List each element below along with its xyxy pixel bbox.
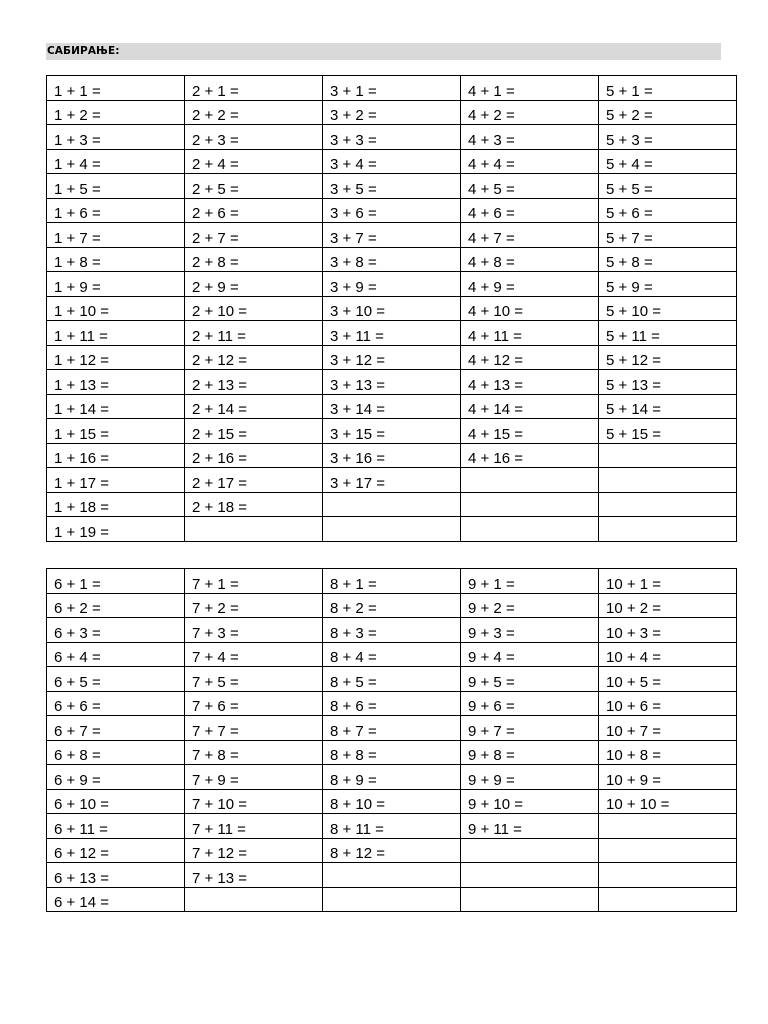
table-cell: 5 + 6 = — [599, 198, 737, 223]
addition-table-2 — [46, 568, 737, 912]
table-cell: 5 + 4 = — [599, 149, 737, 174]
table-cell: 2 + 12 = — [185, 345, 323, 370]
table-cell: 6 + 3 = — [47, 618, 185, 643]
table-cell: 10 + 2 = — [599, 593, 737, 618]
table-cell: 6 + 14 = — [47, 887, 185, 912]
table-cell: 5 + 1 = — [599, 76, 737, 101]
table-cell: 3 + 9 = — [323, 272, 461, 297]
table-cell: 3 + 14 = — [323, 394, 461, 419]
table-row — [47, 814, 737, 839]
table-row — [47, 887, 737, 912]
table-row — [47, 149, 737, 174]
table-cell: 2 + 15 = — [185, 419, 323, 444]
table-cell: 3 + 16 = — [323, 443, 461, 468]
table-cell: 7 + 12 = — [185, 838, 323, 863]
table-row — [47, 272, 737, 297]
table-cell: 2 + 2 = — [185, 100, 323, 125]
table-cell — [599, 492, 737, 517]
table-cell: 9 + 9 = — [461, 765, 599, 790]
table-row — [47, 321, 737, 346]
table-cell: 2 + 8 = — [185, 247, 323, 272]
table-row — [47, 691, 737, 716]
table-row — [47, 394, 737, 419]
table-cell: 8 + 6 = — [323, 691, 461, 716]
table-cell: 4 + 6 = — [461, 198, 599, 223]
table-cell: 6 + 5 = — [47, 667, 185, 692]
table-cell: 7 + 2 = — [185, 593, 323, 618]
table-cell: 3 + 15 = — [323, 419, 461, 444]
table-cell: 8 + 8 = — [323, 740, 461, 765]
table-cell: 1 + 10 = — [47, 296, 185, 321]
table-cell: 1 + 15 = — [47, 419, 185, 444]
table-cell: 1 + 12 = — [47, 345, 185, 370]
table-cell — [323, 517, 461, 542]
table-cell: 7 + 1 = — [185, 569, 323, 594]
table-cell: 8 + 10 = — [323, 789, 461, 814]
table-cell: 9 + 1 = — [461, 569, 599, 594]
table-cell: 1 + 8 = — [47, 247, 185, 272]
table-cell: 4 + 13 = — [461, 370, 599, 395]
table-row — [47, 569, 737, 594]
table-cell — [461, 468, 599, 493]
table-cell: 2 + 17 = — [185, 468, 323, 493]
table-cell: 10 + 1 = — [599, 569, 737, 594]
table-row — [47, 593, 737, 618]
table-cell: 6 + 6 = — [47, 691, 185, 716]
table-cell: 4 + 16 = — [461, 443, 599, 468]
table-cell: 9 + 3 = — [461, 618, 599, 643]
table-cell: 10 + 5 = — [599, 667, 737, 692]
table-cell: 5 + 14 = — [599, 394, 737, 419]
table-cell: 6 + 8 = — [47, 740, 185, 765]
table-cell: 1 + 1 = — [47, 76, 185, 101]
table-cell: 2 + 16 = — [185, 443, 323, 468]
table-cell: 10 + 6 = — [599, 691, 737, 716]
table-cell: 1 + 7 = — [47, 223, 185, 248]
table-cell: 3 + 13 = — [323, 370, 461, 395]
table-row — [47, 618, 737, 643]
table-cell: 9 + 11 = — [461, 814, 599, 839]
table-cell: 6 + 12 = — [47, 838, 185, 863]
table-row — [47, 740, 737, 765]
table-cell: 1 + 17 = — [47, 468, 185, 493]
table-cell: 6 + 4 = — [47, 642, 185, 667]
table-cell: 9 + 5 = — [461, 667, 599, 692]
table-cell: 5 + 2 = — [599, 100, 737, 125]
section-title: САБИРАЊЕ: — [47, 45, 120, 57]
table-cell — [461, 887, 599, 912]
table-cell: 2 + 13 = — [185, 370, 323, 395]
table-cell: 1 + 13 = — [47, 370, 185, 395]
table-cell — [599, 443, 737, 468]
table-cell: 3 + 10 = — [323, 296, 461, 321]
table-cell: 10 + 8 = — [599, 740, 737, 765]
section-title-bar — [46, 43, 721, 60]
table-cell: 3 + 5 = — [323, 174, 461, 199]
table-cell: 7 + 8 = — [185, 740, 323, 765]
table-cell: 2 + 4 = — [185, 149, 323, 174]
table-cell: 3 + 3 = — [323, 125, 461, 150]
table-cell — [185, 887, 323, 912]
table-cell: 4 + 10 = — [461, 296, 599, 321]
table-cell: 2 + 6 = — [185, 198, 323, 223]
table-cell: 2 + 7 = — [185, 223, 323, 248]
table-cell: 6 + 1 = — [47, 569, 185, 594]
table-cell: 4 + 8 = — [461, 247, 599, 272]
table-cell — [461, 838, 599, 863]
table-cell: 2 + 10 = — [185, 296, 323, 321]
table-cell: 1 + 6 = — [47, 198, 185, 223]
table-cell: 5 + 15 = — [599, 419, 737, 444]
table-row — [47, 345, 737, 370]
table-cell: 5 + 11 = — [599, 321, 737, 346]
table-cell: 3 + 6 = — [323, 198, 461, 223]
table-cell — [599, 517, 737, 542]
table-cell: 3 + 2 = — [323, 100, 461, 125]
table-row — [47, 198, 737, 223]
table-cell: 7 + 4 = — [185, 642, 323, 667]
table-cell: 1 + 9 = — [47, 272, 185, 297]
table-cell: 7 + 5 = — [185, 667, 323, 692]
table-cell — [323, 492, 461, 517]
table-cell: 6 + 10 = — [47, 789, 185, 814]
table-cell: 8 + 12 = — [323, 838, 461, 863]
table-cell: 2 + 5 = — [185, 174, 323, 199]
table-cell: 2 + 18 = — [185, 492, 323, 517]
table-cell: 8 + 3 = — [323, 618, 461, 643]
table-cell — [185, 517, 323, 542]
table-cell: 2 + 9 = — [185, 272, 323, 297]
table-row — [47, 296, 737, 321]
table-cell: 7 + 6 = — [185, 691, 323, 716]
table-cell — [599, 468, 737, 493]
table-cell: 1 + 16 = — [47, 443, 185, 468]
table-cell: 5 + 7 = — [599, 223, 737, 248]
table-cell: 1 + 14 = — [47, 394, 185, 419]
table-cell: 4 + 12 = — [461, 345, 599, 370]
table-cell: 3 + 4 = — [323, 149, 461, 174]
table-cell: 9 + 4 = — [461, 642, 599, 667]
table-cell: 8 + 9 = — [323, 765, 461, 790]
table-row — [47, 223, 737, 248]
table-cell: 2 + 14 = — [185, 394, 323, 419]
table-cell: 6 + 13 = — [47, 863, 185, 888]
table-cell: 1 + 4 = — [47, 149, 185, 174]
table-cell: 5 + 13 = — [599, 370, 737, 395]
table-cell: 7 + 3 = — [185, 618, 323, 643]
table-cell: 3 + 1 = — [323, 76, 461, 101]
table-cell — [599, 838, 737, 863]
table-row — [47, 174, 737, 199]
table-row — [47, 642, 737, 667]
table-cell: 2 + 3 = — [185, 125, 323, 150]
table-cell: 5 + 3 = — [599, 125, 737, 150]
table-cell: 9 + 2 = — [461, 593, 599, 618]
table-cell: 3 + 17 = — [323, 468, 461, 493]
table-cell — [323, 863, 461, 888]
table-row — [47, 667, 737, 692]
table-cell: 1 + 3 = — [47, 125, 185, 150]
table-cell: 10 + 7 = — [599, 716, 737, 741]
table-cell: 10 + 4 = — [599, 642, 737, 667]
table-cell: 8 + 2 = — [323, 593, 461, 618]
table-cell: 10 + 9 = — [599, 765, 737, 790]
table-cell: 9 + 6 = — [461, 691, 599, 716]
table-cell: 1 + 18 = — [47, 492, 185, 517]
table-cell: 4 + 7 = — [461, 223, 599, 248]
table-cell: 3 + 8 = — [323, 247, 461, 272]
table-row — [47, 443, 737, 468]
table-row — [47, 468, 737, 493]
table-row — [47, 247, 737, 272]
table-cell: 3 + 11 = — [323, 321, 461, 346]
table-cell: 4 + 14 = — [461, 394, 599, 419]
table-cell: 8 + 11 = — [323, 814, 461, 839]
table-cell: 6 + 2 = — [47, 593, 185, 618]
table-cell: 3 + 12 = — [323, 345, 461, 370]
table-cell — [461, 517, 599, 542]
table-cell: 6 + 9 = — [47, 765, 185, 790]
table-cell: 4 + 11 = — [461, 321, 599, 346]
table-cell: 5 + 12 = — [599, 345, 737, 370]
table-cell: 8 + 1 = — [323, 569, 461, 594]
table-cell: 4 + 1 = — [461, 76, 599, 101]
table-cell: 9 + 10 = — [461, 789, 599, 814]
table-cell: 7 + 7 = — [185, 716, 323, 741]
table-cell: 6 + 7 = — [47, 716, 185, 741]
table-row — [47, 419, 737, 444]
table-row — [47, 765, 737, 790]
table-cell: 10 + 10 = — [599, 789, 737, 814]
table-row — [47, 863, 737, 888]
table-cell — [323, 887, 461, 912]
table-cell: 9 + 8 = — [461, 740, 599, 765]
table-cell: 3 + 7 = — [323, 223, 461, 248]
table-row — [47, 517, 737, 542]
table-cell — [461, 492, 599, 517]
addition-table-1 — [46, 75, 737, 542]
table-cell: 8 + 4 = — [323, 642, 461, 667]
table-cell — [461, 863, 599, 888]
table-cell: 4 + 4 = — [461, 149, 599, 174]
table-row — [47, 838, 737, 863]
table-row — [47, 716, 737, 741]
table-cell: 2 + 11 = — [185, 321, 323, 346]
table-cell: 4 + 15 = — [461, 419, 599, 444]
table-cell: 5 + 5 = — [599, 174, 737, 199]
table-cell: 4 + 3 = — [461, 125, 599, 150]
table-row — [47, 125, 737, 150]
table-cell: 7 + 11 = — [185, 814, 323, 839]
table-row — [47, 492, 737, 517]
table-cell: 2 + 1 = — [185, 76, 323, 101]
table-cell — [599, 863, 737, 888]
table-cell: 4 + 2 = — [461, 100, 599, 125]
table-cell: 6 + 11 = — [47, 814, 185, 839]
table-cell — [599, 887, 737, 912]
table-cell: 7 + 13 = — [185, 863, 323, 888]
table-cell: 5 + 8 = — [599, 247, 737, 272]
table-cell: 9 + 7 = — [461, 716, 599, 741]
table-row — [47, 100, 737, 125]
table-row — [47, 789, 737, 814]
table-cell: 1 + 2 = — [47, 100, 185, 125]
table-cell: 8 + 5 = — [323, 667, 461, 692]
table-cell: 1 + 5 = — [47, 174, 185, 199]
table-cell: 1 + 11 = — [47, 321, 185, 346]
table-cell: 5 + 9 = — [599, 272, 737, 297]
table-cell: 1 + 19 = — [47, 517, 185, 542]
table-cell: 8 + 7 = — [323, 716, 461, 741]
table-cell: 5 + 10 = — [599, 296, 737, 321]
table-cell: 7 + 10 = — [185, 789, 323, 814]
table-cell: 4 + 9 = — [461, 272, 599, 297]
table-row — [47, 370, 737, 395]
table-cell: 7 + 9 = — [185, 765, 323, 790]
table-row — [47, 76, 737, 101]
table-cell: 10 + 3 = — [599, 618, 737, 643]
table-cell — [599, 814, 737, 839]
table-cell: 4 + 5 = — [461, 174, 599, 199]
